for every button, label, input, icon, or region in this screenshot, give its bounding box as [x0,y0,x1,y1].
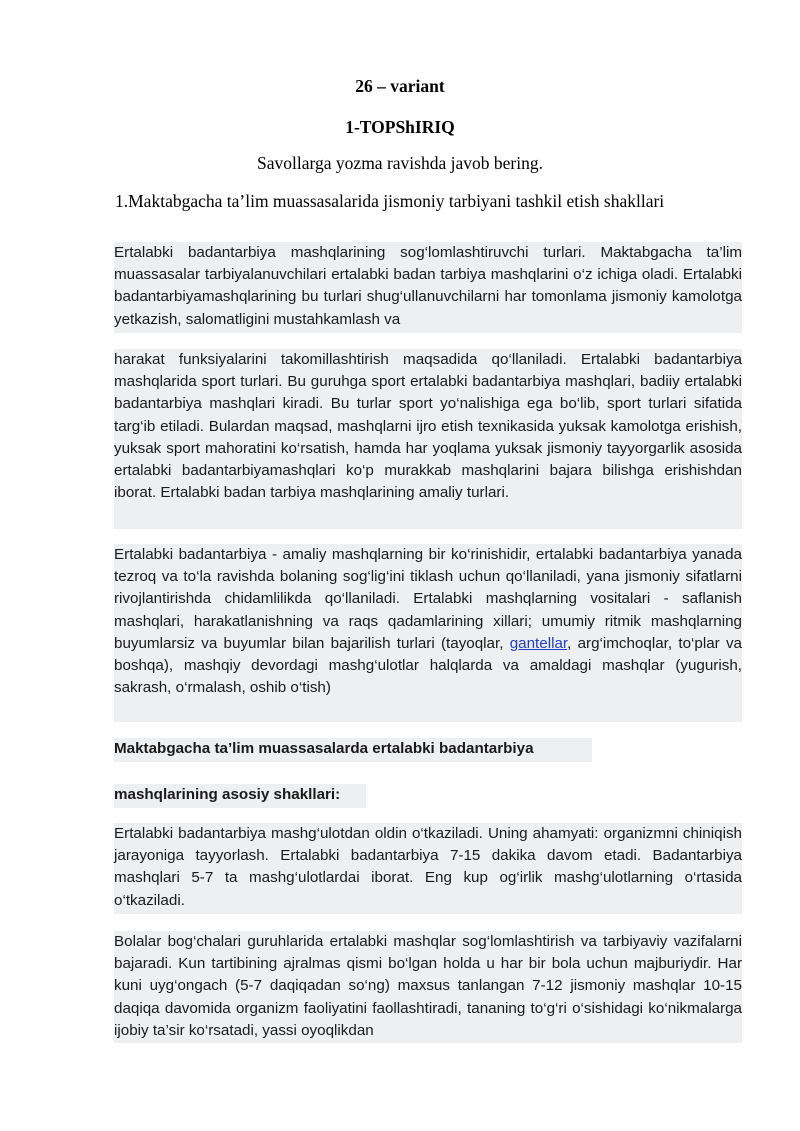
paragraph-2: harakat funksiyalarini takomillashtirish maqsadida qo‘llaniladi. Ertalabki badantarbiya mashqlarida sport turlari. Bu guruhga sport ertalabki badantarbiya mashqlari, badiiy ertalabki badantarbiya mashqlari kiradi. Bu turlar sport yo‘nalishiga ega bo‘lib, sport turlari sifatida targ‘ib etiladi. Bulardan maqsad, mashqlarni ijro etish texnikasida yuksak kamolotga erishish, yuksak sport mahoratini ko‘rsatish, hamda har yoqlama yuksak jismoniy tayyorgarlik asosida ertalabki badantarbiyamashqlari ko‘p murakkab mashqlarini bajara bilishga erishishdan iborat. Ertalabki badan tarbiya mashqlarining amaliy turlari. [114,349,742,529]
paragraph-5: Bolalar bog‘chalari guruhlarida ertalabki mashqlar sog‘lomlashtirish va tarbiyaviy vazifalarni bajaradi. Kun tartibining ajralmas qismi bo‘lgan holda u har bir bola uchun majburiydir. Har kuni uyg‘ongach (5-7 daqiqadan so‘ng) maxsus tanlangan 7-12 jismoniy mashqlar 10-15 daqiqa davomida organizm faoliyatini faollashtiradi, tananing to‘g‘ri o‘sishidagi ko‘nikmalarga ijobiy ta’sir ko‘rsatadi, yassi oyoqlikdan [114,931,742,1043]
instruction-text: Savollarga yozma ravishda javob bering. [257,153,543,173]
variant-title: 26 – variant [355,76,445,96]
gantellar-link[interactable]: gantellar [509,634,568,652]
paragraph-3-text-start: Ertalabki badantarbiya - amaliy mashqlarning bir ko‘rinishidir, ertalabki badantarbiya yanada tezroq va to‘la ravishda bolaning sog‘lig‘ini tiklash uchun qo‘llaniladi, yana jismoniy sifatlarni rivojlantirishda chidamlilikda qo‘llaniladi. Ertalabki mashqlarning vositalari - saflanish mashqlari, harakatlanishning va raqs qadamlarining xillari; umumiy ritmik mashqlarning buyumlarsiz va buyumlar bilan bajarilish turlari (tayoqlar, [114,546,742,652]
task-title: 1-TOPShIRIQ [345,117,455,137]
paragraph-1: Ertalabki badantarbiya mashqlarining sog‘lomlashtiruvchi turlari. Maktabgacha ta’lim muassasalar tarbiyalanuvchilari ertalabki badan tarbiya mashqlarini o‘z ichiga oladi. Ertalabki badantarbiyamashqlarining bu turlari shug‘ullanuvchilarni har tomonlama jismoniy kamolotga yetkazish, salomatligini mustahkamlash va [114,242,742,333]
paragraph-3 [114,544,742,722]
section-heading-line-2: mashqlarining asosiy shakllari: [114,784,366,808]
section-heading-line-1: Maktabgacha ta’lim muassasalarda ertalabki badantarbiya [114,738,592,762]
paragraph-3-text-end: , arg‘imchoqlar, to‘plar va boshqa), mashqiy devordagi mashg‘ulotlar halqlarda va amaldagi mashqlar (yugurish, sakrash, o‘rmalash, oshib o‘tish) [114,634,742,697]
question-heading: 1.Maktabgacha ta’lim muassasalarida jismoniy tarbiyani tashkil etish shakllari [115,191,665,211]
paragraph-4: Ertalabki badantarbiya mashg‘ulotdan oldin o‘tkaziladi. Uning ahamyati: organizmni chiniqish jarayoniga tayyorlash. Ertalabki badantarbiya 7-15 dakika davom etadi. Badantarbiya mashqlari 5-7 ta mashg‘ulotlardai iborat. Eng kup og‘irlik mashg‘ulotlarning o‘rtasida o‘tkaziladi. [114,823,742,914]
